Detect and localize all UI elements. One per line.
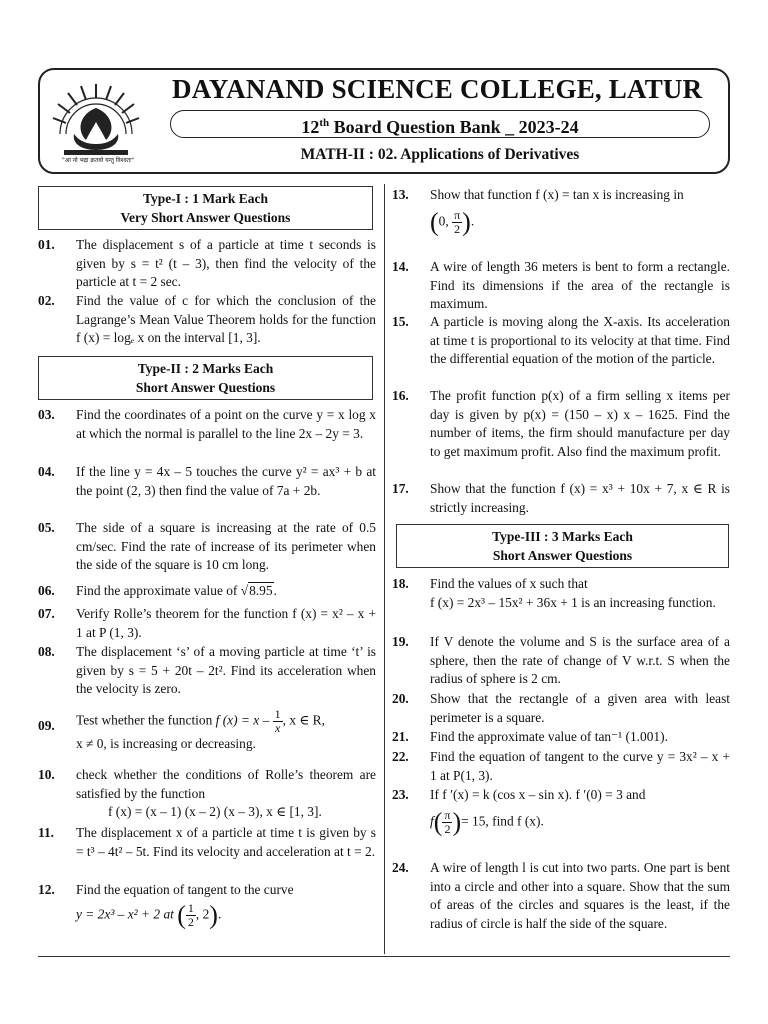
fraction-top: 1 <box>187 900 194 915</box>
question-text: A wire of length 36 meters is bent to form a rectangle. Find its dimensions if the area of the rectangle is maximum. <box>430 259 730 311</box>
question-text: The displacement ‘s’ of a moving particle at time ‘t’ is given by s = 5 + 20t – 2t². Find its acceleration when the velocity is zero. <box>76 644 376 696</box>
question-text: A wire of length l is cut into two parts. One part is bent into a circle and other into a square. Show that the sum of areas of the circles and squares is the least, if the radius of circle is half the side of the square. <box>430 860 730 931</box>
question-text-part: x ≠ 0, is increasing or decreasing. <box>76 736 256 751</box>
question-text: A particle is moving along the X-axis. Its acceleration at time t is proportional to its velocity at that time. Find the differential equation of the motion of the particle. <box>430 314 730 366</box>
question-text-part: Find the approximate value of <box>76 583 241 598</box>
question-text-part: f (x) = (x – 1) (x – 2) (x – 3), x ∈ [1, 3]. <box>108 804 322 819</box>
column-divider <box>384 184 385 954</box>
board-prefix: 12 <box>301 117 320 137</box>
section-type-1 <box>38 186 373 230</box>
question-text-part: f (x) = 2x³ – 15x² + 36x + 1 is an increasing function. <box>430 594 716 610</box>
sqrt-value: 8.95 <box>249 583 273 598</box>
section-type-3-heading: Type-III : 3 Marks Each <box>492 529 633 544</box>
college-name: DAYANAND SCIENCE COLLEGE, LATUR <box>172 74 703 104</box>
question-text: The displacement s of a particle at time t seconds is given by s = t² (t – 3), then find the velocity of the particle at t = 2 sec. <box>76 237 376 289</box>
question-text: The side of a square is increasing at the rate of 0.5 cm/sec. Find the rate of increase of its perimeter when the side of the square is 10 cm long. <box>76 520 376 572</box>
question-text-part: If f ′(x) = k (cos x – sin x). f ′(0) = 3 and <box>430 787 646 802</box>
board-sup: th <box>319 117 330 129</box>
question-number: 17. <box>392 481 409 496</box>
question-number: 01. <box>38 237 55 252</box>
section-type-1-subheading: Very Short Answer Questions <box>120 210 291 225</box>
question-text-part: Find the equation of tangent to the curve <box>76 882 294 897</box>
question-text: If the line y = 4x – 5 touches the curve y² = ax³ + b at the point (2, 3) then find the value of 7a + 2b. <box>76 464 376 498</box>
question-number: 12. <box>38 882 55 897</box>
question-number: 13. <box>392 187 409 202</box>
question-number: 23. <box>392 787 409 802</box>
fraction <box>442 809 452 836</box>
question-text: Find the equation of tangent to the curve y = 2x³ – x² + 2 at ( $\frac{1}{2}$ , 2). <box>76 881 376 929</box>
formula: y = 2x³ – x² + 2 at <box>76 906 174 922</box>
section-type-3 <box>396 524 729 568</box>
question-text: Show that the rectangle of a given area with least perimeter is a square. <box>430 691 730 725</box>
question-text <box>76 766 376 822</box>
fraction <box>273 708 283 735</box>
question-number: 06. <box>38 583 55 598</box>
question-text: If V denote the volume and S is the surface area of a sphere, then the rate of change of V w.r.t. S when the radius of sphere is 2 cm. <box>430 634 730 686</box>
board-rest: Board Question Bank _ 2023-24 <box>329 117 579 137</box>
question-number: 20. <box>392 691 409 706</box>
question-text: If f ′(x) = k (cos x – sin x). f ′(0) = 3 and f( $\frac{\pi}{2}$ )= 15, find f (x). <box>430 786 730 836</box>
question-text-part: Find the values of x such that <box>430 576 588 591</box>
question-number: 15. <box>392 314 409 329</box>
question-number: 11. <box>38 825 54 840</box>
question-bank-title <box>170 110 710 138</box>
fraction <box>452 209 462 236</box>
section-type-2 <box>38 356 373 400</box>
question-number: 04. <box>38 464 55 479</box>
question-text-part: . <box>217 906 222 922</box>
question-number: 09. <box>38 718 55 733</box>
question-number: 19. <box>392 634 409 649</box>
fraction-top: π <box>454 207 461 222</box>
logo-motto: "आ नो भद्रा क्रतवो यन्तु विश्वतः" <box>61 157 135 164</box>
question-number: 24. <box>392 860 409 875</box>
formula: f (x) = x – <box>215 712 270 728</box>
question-number: 07. <box>38 606 55 621</box>
question-text: The profit function p(x) of a firm selling x items per day is given by p(x) = (150 – x) x – 1625. Find the number of items, the firm should manufacture per day to get maximum profit. Also find the maximum profit. <box>430 388 730 459</box>
question-text-part: 0, <box>438 213 449 229</box>
question-text-part: , x ∈ R, <box>282 712 325 728</box>
question-text-part: . <box>273 583 277 598</box>
question-number: 18. <box>392 576 409 591</box>
section-type-1-heading: Type-I : 1 Mark Each <box>143 191 268 206</box>
question-text-part: . <box>470 213 475 229</box>
question-text-part: Show that function f (x) = tan x is increasing in <box>430 187 684 202</box>
fraction <box>186 902 196 929</box>
bottom-rule <box>38 956 730 957</box>
question-text-part: Test whether the function <box>76 712 216 728</box>
question-text: Verify Rolle’s theorem for the function f (x) = x² – x + 1 at P (1, 3). <box>76 606 376 640</box>
question-text-part: , 2 <box>195 906 210 922</box>
fraction-top: π <box>444 807 451 822</box>
question-text: Show that the function f (x) = x³ + 10x + 7, x ∈ R is strictly increasing. <box>430 481 730 515</box>
question-number: 21. <box>392 729 409 744</box>
question-text: Show that function f (x) = tan x is increasing in (0, $\frac{\pi}{2}$ ). <box>430 186 730 236</box>
fraction-bottom: 2 <box>454 221 461 236</box>
question-text: Find the coordinates of a point on the curve y = x log x at which the normal is parallel to the line 2x – 2y = 3. <box>76 407 376 441</box>
question-text-part: = 15, find f (x). <box>461 813 544 829</box>
fraction-top: 1 <box>274 707 281 721</box>
question-text: Find the approximate value of tan⁻¹ (1.001). <box>430 729 668 744</box>
question-text: The displacement x of a particle at time t is given by s = t³ – 4t² – 5t. Find its velocity and acceleration at t = 2. <box>76 825 376 859</box>
question-number: 14. <box>392 259 409 274</box>
question-number: 03. <box>38 407 55 422</box>
section-type-2-subheading: Short Answer Questions <box>135 380 276 395</box>
question-text <box>76 708 376 754</box>
formula: f <box>430 813 434 829</box>
question-text: Find the equation of tangent to the curve y = 3x² – x + 1 at P(1, 3). <box>430 749 730 783</box>
subject-title: MATH-II : 02. Applications of Derivatives <box>300 146 580 163</box>
section-type-2-heading: Type-II : 2 Marks Each <box>137 361 274 376</box>
question-number: 22. <box>392 749 409 764</box>
question-number: 05. <box>38 520 55 535</box>
question-number: 02. <box>38 293 55 308</box>
question-number: 16. <box>392 388 409 403</box>
question-text-part: check whether the conditions of Rolle’s theorem are satisfied by the function <box>76 767 376 801</box>
question-text <box>430 575 730 612</box>
question-text: Find the value of c for which the conclusion of the Lagrange’s Mean Value Theorem holds for the function f (x) = logₑ x on the interval [1, 3]. <box>76 293 376 345</box>
question-number: 08. <box>38 644 55 659</box>
fraction-bottom: x <box>274 721 281 735</box>
fraction-bottom: 2 <box>187 914 194 929</box>
fraction-bottom: 2 <box>444 821 451 836</box>
question-text: Find the approximate value of √8.95. <box>76 583 277 598</box>
section-type-3-subheading: Short Answer Questions <box>492 548 633 563</box>
question-number: 10. <box>38 767 55 782</box>
